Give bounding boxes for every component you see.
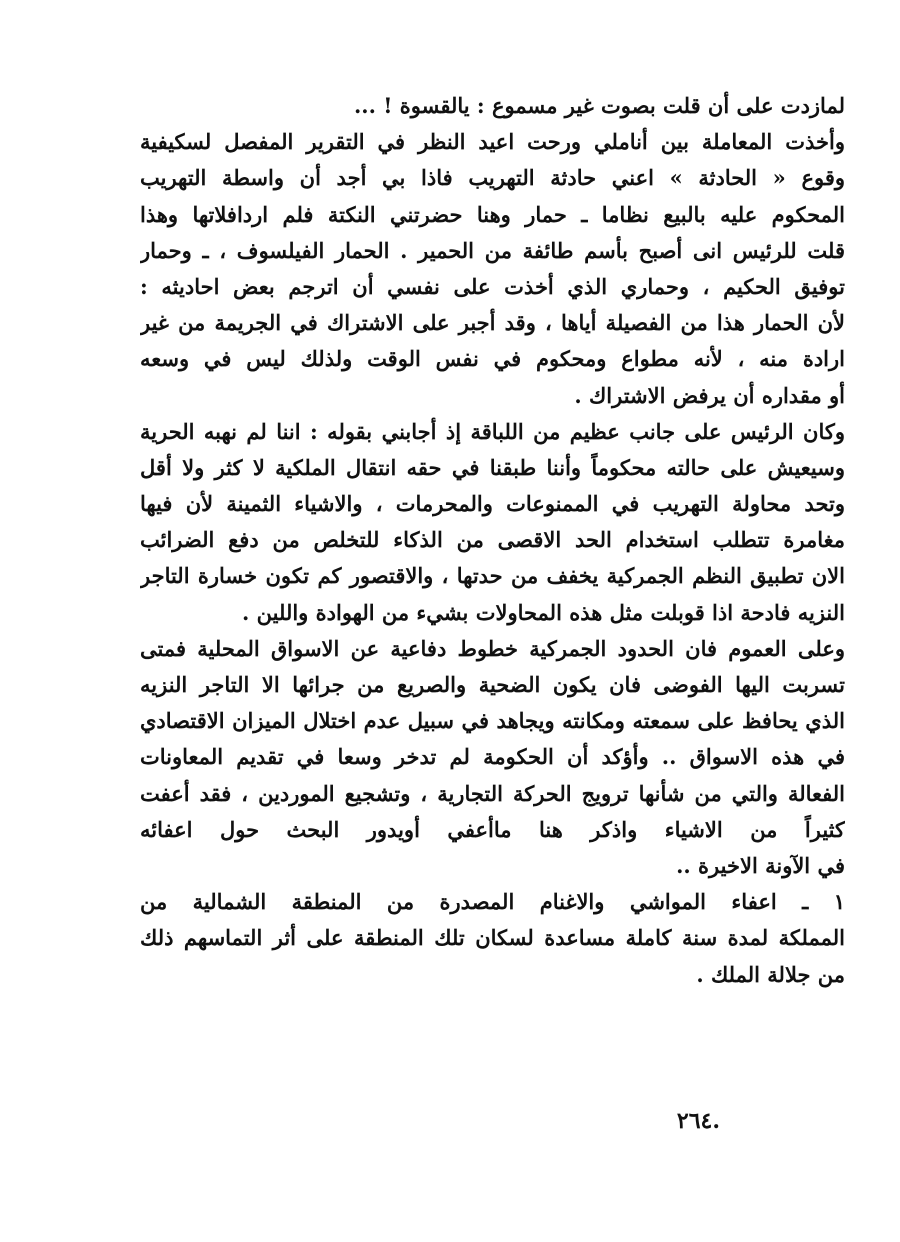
page-number: .٢٦٤ [676, 1108, 720, 1134]
text-line: وكان الرئيس على جانب عظيم من اللباقة إذ أجابني بقوله : اننا لم نهبه الحرية [140, 418, 845, 444]
text-line: في الآونة الاخيرة .. [676, 852, 845, 878]
text-line: كثيراً من الاشياء واذكر هنا ماأعفي أويدور البحث حول اعفائه [140, 816, 845, 842]
text-line: لأن الحمار هذا من الفصيلة أياها ، وقد أجبر على الاشتراك في الجريمة من غير [140, 310, 845, 336]
text-line: النزيه فادحة اذا قوبلت مثل هذه المحاولات بشيء من الهوادة واللين . [242, 599, 845, 625]
text-line: وقوع « الحادثة » اعني حادثة التهريب فاذا بي أجد أن واسطة التهريب [140, 165, 845, 191]
text-line: وتحد محاولة التهريب في الممنوعات والمحرمات ، والاشياء الثمينة لأن فيها [140, 491, 845, 517]
text-line: المحكوم عليه بالبيع نظاما ـ حمار وهنا حضرتني النكتة فلم اردافلاتها وهذا [140, 201, 845, 227]
text-line: قلت للرئيس انى أصبح بأسم طائفة من الحمير . الحمار الفيلسوف ، ـ وحمار [140, 237, 845, 263]
text-line: الذي يحافظ على سمعته ومكانته ويجاهد في سبيل عدم اختلال الميزان الاقتصادي [140, 708, 845, 734]
text-line: وسيعيش على حالته محكوماً وأننا طبقنا في حقه انتقال الملكية لا كثر ولا أقل [140, 454, 845, 480]
text-line: الان تطبيق النظم الجمركية يخفف من حدتها ، والاقتصور كم تكون خسارة التاجر [140, 563, 845, 589]
footnote-line: المملكة لمدة سنة كاملة مساعدة لسكان تلك المنطقة على أثر التماسهم ذلك [140, 925, 845, 951]
text-line: وأخذت المعاملة بين أناملي ورحت اعيد النظر في التقرير المفصل لسكيفية [140, 129, 845, 155]
body-text [140, 88, 845, 993]
text-line: مغامرة تتطلب استخدام الحد الاقصى من الذكاء للتخلص من دفع الضرائب [140, 527, 845, 553]
text-line: أو مقداره أن يرفض الاشتراك . [574, 382, 845, 408]
text-line: وعلى العموم فان الحدود الجمركية خطوط دفاعية عن الاسواق المحلية فمتى [140, 635, 845, 661]
text-line: ارادة منه ، لأنه مطواع ومحكوم في نفس الوقت ولذلك ليس في وسعه [140, 346, 845, 372]
footnote-line: ١ ـ اعفاء المواشي والاغنام المصدرة من المنطقة الشمالية من [140, 889, 845, 915]
footnote-line: من جلالة الملك . [696, 961, 845, 987]
text-line: في هذه الاسواق .. وأؤكد أن الحكومة لم تدخر وسعا في تقديم المعاونات [140, 744, 845, 770]
text-line: تسربت اليها الفوضى فان يكون الضحية والصريع من جرائها الا التاجر النزيه [140, 672, 845, 697]
text-line: توفيق الحكيم ، وحماري الذي أخذت على نفسي أن اترجم بعض احاديثه : [140, 273, 845, 299]
text-line: لمازدت على أن قلت بصوت غير مسموع : يالقسوة ! ... [354, 93, 845, 118]
text-line: الفعالة والتي من شأنها ترويج الحركة التجارية ، وتشجيع الموردين ، فقد أعفت [140, 780, 845, 806]
